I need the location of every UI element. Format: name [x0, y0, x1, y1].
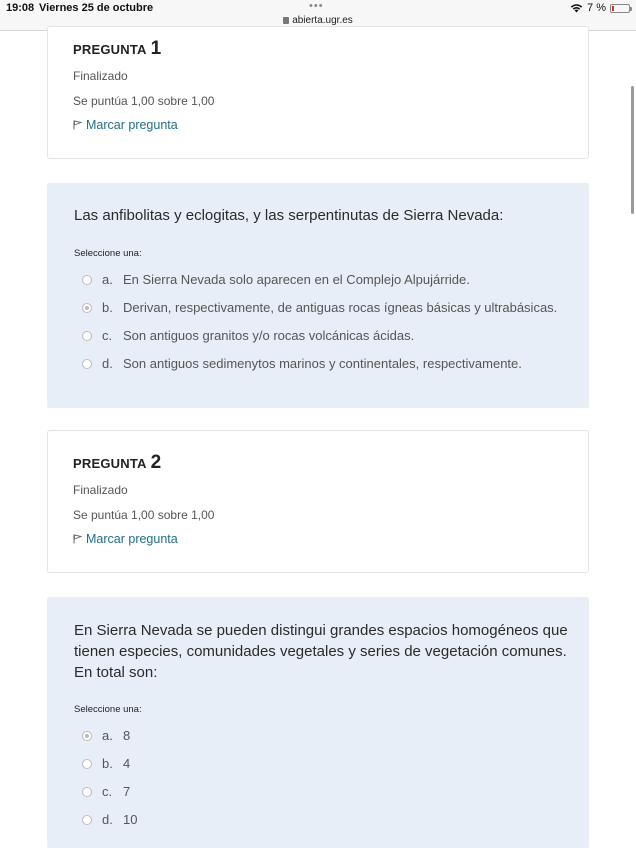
question-1-option-d[interactable]	[82, 356, 522, 371]
option-text: 4	[123, 756, 131, 771]
question-1-option-c[interactable]	[82, 328, 414, 343]
option-letter: c.	[102, 328, 113, 343]
status-time: 19:08	[6, 2, 35, 14]
battery-percent: 7 %	[587, 2, 606, 14]
radio-button[interactable]	[82, 815, 92, 825]
flag-label: Marcar pregunta	[86, 532, 178, 546]
question-2-grade: Se puntúa 1,00 sobre 1,00	[73, 508, 215, 522]
option-text: Son antiguos granitos y/o rocas volcánicas ácidas.	[123, 328, 415, 343]
question-2-option-c[interactable]	[82, 784, 130, 799]
question-2-content	[47, 597, 589, 848]
option-letter: a.	[102, 728, 113, 743]
question-label: PREGUNTA	[73, 42, 147, 57]
address-bar[interactable]	[0, 15, 636, 26]
flag-icon	[73, 534, 82, 544]
option-letter: d.	[102, 812, 113, 827]
option-letter: a.	[102, 272, 113, 287]
question-2-option-b[interactable]	[82, 756, 130, 771]
radio-button[interactable]	[82, 331, 92, 341]
question-2-flag-link[interactable]	[73, 532, 178, 546]
question-2-option-d[interactable]	[82, 812, 137, 827]
question-number: 1	[150, 38, 162, 59]
radio-button[interactable]	[82, 275, 92, 285]
question-2-state: Finalizado	[73, 483, 128, 497]
question-label: PREGUNTA	[73, 456, 147, 471]
question-1-info-card	[47, 26, 589, 159]
question-2-info-card	[47, 430, 589, 573]
option-text: Son antiguos sedimenytos marinos y continentales, respectivamente.	[123, 356, 522, 371]
status-right	[570, 2, 630, 14]
radio-button[interactable]	[82, 759, 92, 769]
url-text: abierta.ugr.es	[292, 15, 353, 26]
question-2-prompt: Seleccione una:	[74, 704, 142, 715]
page-scrollbar[interactable]	[631, 86, 634, 214]
option-text: 8	[123, 728, 131, 743]
question-2-text: En Sierra Nevada se pueden distingui grandes espacios homogéneos que tienen especies, comunidades vegetales y series de vegetación comunes. En total son:	[74, 622, 568, 681]
battery-icon	[610, 4, 630, 13]
radio-button[interactable]	[82, 359, 92, 369]
option-text: En Sierra Nevada solo aparecen en el Complejo Alpujárride.	[123, 272, 470, 287]
flag-label: Marcar pregunta	[86, 118, 178, 132]
radio-button[interactable]	[82, 787, 92, 797]
wifi-icon	[570, 3, 583, 13]
option-text: Derivan, respectivamente, de antiguas rocas ígneas básicas y ultrabásicas.	[123, 300, 558, 315]
flag-icon	[73, 120, 82, 130]
question-1-option-a[interactable]	[82, 272, 470, 287]
question-1-state: Finalizado	[73, 69, 128, 83]
question-1-content	[47, 183, 589, 408]
radio-button-selected[interactable]	[82, 731, 92, 741]
question-1-option-b[interactable]	[82, 300, 557, 315]
question-1-title	[73, 38, 161, 60]
question-1-text: Las anfibolitas y eclogitas, y las serpentinutas de Sierra Nevada:	[74, 207, 504, 224]
option-letter: c.	[102, 784, 113, 799]
lock-icon	[283, 17, 289, 24]
question-number: 2	[150, 452, 162, 473]
question-1-flag-link[interactable]	[73, 118, 178, 132]
option-text: 7	[123, 784, 131, 799]
more-dots-icon[interactable]: •••	[309, 0, 324, 12]
question-1-prompt: Seleccione una:	[74, 248, 142, 259]
status-date: Viernes 25 de octubre	[39, 2, 154, 14]
option-text: 10	[123, 812, 138, 827]
question-2-title	[73, 452, 161, 474]
option-letter: b.	[102, 756, 113, 771]
question-1-grade: Se puntúa 1,00 sobre 1,00	[73, 94, 215, 108]
option-letter: b.	[102, 300, 113, 315]
radio-button-selected[interactable]	[82, 303, 92, 313]
question-2-option-a[interactable]	[82, 728, 130, 743]
option-letter: d.	[102, 356, 113, 371]
